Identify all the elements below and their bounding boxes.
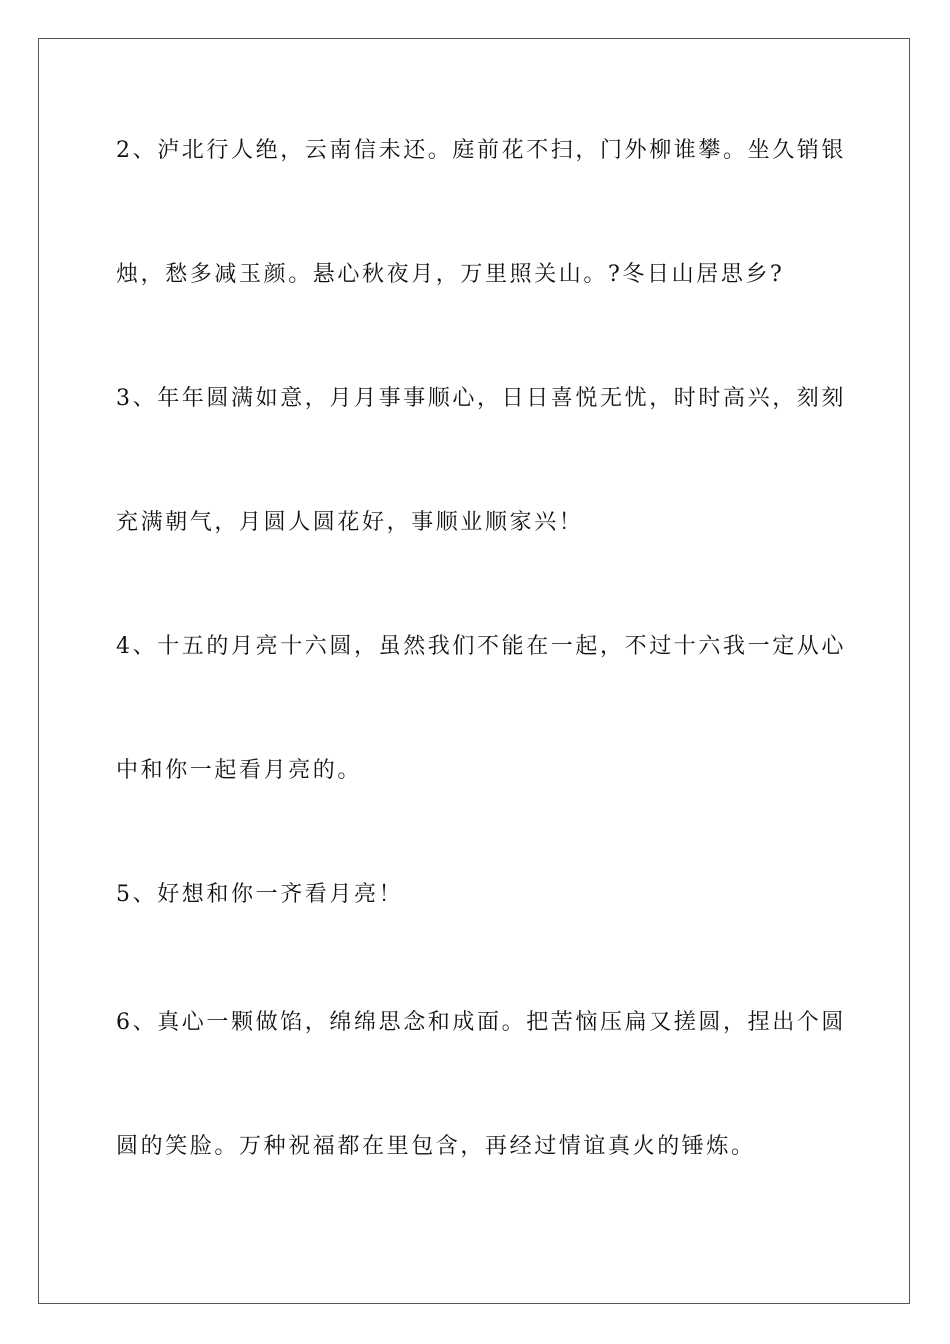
text-line-3: 3、年年圆满如意，月月事事顺心，日日喜悦无忧，时时高兴，刻刻 [116,386,846,411]
text-line-1: 2、泸北行人绝，云南信未还。庭前花不扫，门外柳谁攀。坐久销银 [116,138,846,163]
text-line-9: 圆的笑脸。万种祝福都在里包含，再经过情谊真火的锤炼。 [116,1134,756,1159]
text-line-5: 4、十五的月亮十六圆，虽然我们不能在一起，不过十六我一定从心 [116,634,846,659]
text-line-6: 中和你一起看月亮的。 [116,758,363,783]
page-frame [38,38,910,1304]
text-line-7: 5、好想和你一齐看月亮！ [116,882,404,907]
text-line-4: 充满朝气，月圆人圆花好，事顺业顺家兴！ [116,510,584,535]
text-line-8: 6、真心一颗做馅，绵绵思念和成面。把苦恼压扁又搓圆，捏出个圆 [116,1010,846,1035]
text-line-2: 烛，愁多减玉颜。悬心秋夜月，万里照关山。?冬日山居思乡? [116,262,785,287]
